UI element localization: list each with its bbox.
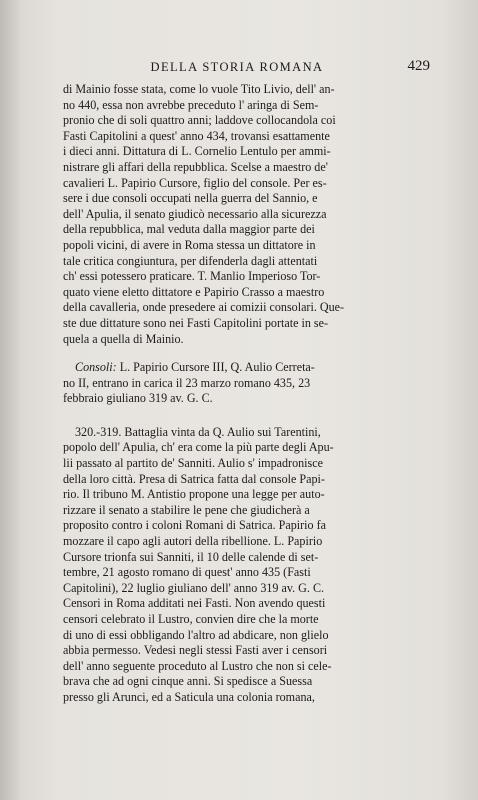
text-line: Censori in Roma additati nei Fasti. Non avendo questi (63, 596, 326, 611)
text-line: mozzare il capo agli autori della ribellione. L. Papirio (63, 534, 323, 549)
text-line: quato viene eletto dittatore e Papirio Crasso a maestro (63, 284, 325, 299)
text-line: nistrare gli affari della repubblica. Scelse a maestro de' (63, 159, 328, 174)
page-number: 429 (407, 58, 430, 74)
body-text (63, 82, 421, 706)
text-line: proposito contro i coloni Romani di Satrica. Papirio fa (63, 518, 326, 533)
text-line: ste due dittature sono nei Fasti Capitolini portate in se- (63, 315, 329, 330)
paragraph-gap (63, 347, 421, 360)
text-line: febbraio giuliano 319 av. G. C. (63, 391, 213, 406)
text-line: tembre, 21 agosto romano di quest' anno 435 (Fasti (63, 565, 311, 580)
text-line: quela a quella di Mainio. (63, 331, 184, 346)
text-line: della cavalleria, onde presedere ai comizii consolari. Que- (63, 300, 345, 315)
text-line: no II, entrano in carica il 23 marzo romano 435, 23 (63, 375, 311, 390)
text-line: della repubblica, mal veduta dalla maggior parte dei (63, 222, 315, 237)
text-line: pronio che di soli quattro anni; laddove collocandola coi (63, 113, 336, 128)
text-line: sere i due consoli occupati nella guerra del Sannio, e (63, 191, 318, 206)
text-line: brava che ad ogni cinque anni. Si spedisce a Suessa (63, 674, 313, 689)
paragraph-continuation (63, 82, 421, 347)
page-header (44, 60, 430, 80)
text-line: cavalieri L. Papirio Cursore, figlio del console. Per es- (63, 175, 327, 190)
consuls-label: Consoli: (75, 360, 117, 375)
text-line: Fasti Capitolini a quest' anno 434, trovansi esattamente (63, 128, 330, 143)
text-line: censori celebrato il Lustro, convien dire che la morte (63, 612, 319, 626)
text-line: Cursore trionfa sui Sanniti, il 10 delle calende di set- (63, 549, 319, 564)
text-line: i dieci anni. Dittatura di L. Cornelio Lentulo per ammi- (63, 144, 331, 159)
text-line: rio. Il tribuno M. Antistio propone una legge per auto- (63, 487, 325, 502)
text-line: di uno di essi obbligando l'altro ad abdicare, non glielo (63, 627, 329, 642)
text-line: presso gli Arunci, ed a Saticula una colonia romana, (63, 689, 315, 704)
text-line: popolo dell' Apulia, ch' era come la più parte degli Apu- (63, 440, 334, 455)
text-line: no 440, essa non avrebbe preceduto l' aringa di Sem- (63, 97, 319, 112)
text-line: dell' anno seguente proceduto al Lustro che non si cele- (63, 658, 332, 673)
text-line: tale critica congiuntura, per difenderla dagli attentati (63, 253, 318, 268)
running-title: DELLA STORIA ROMANA (150, 60, 324, 74)
text-line: dell' Apulia, il senato giudicò necessario alla sicurezza (63, 206, 327, 221)
consuls-names: L. Papirio Cursore III, Q. Aulio Cerreta- (116, 360, 315, 375)
text-line: 320.-319. Battaglia vinta da Q. Aulio sui Tarentini, (75, 424, 321, 439)
text-line: lii passato al partito de' Sanniti. Aulio s' impadronisce (63, 456, 323, 471)
text-line: della loro città. Presa di Satrica fatta dal console Papi- (63, 471, 325, 486)
text-line: ch' essi potessero praticare. T. Manlio Imperioso Tor- (63, 269, 321, 284)
year-paragraph (63, 425, 421, 706)
text-line: Capitolini), 22 luglio giuliano dell' anno 319 av. G. C. (63, 580, 325, 595)
text-line: rizzare il senato a stabilire le pene che giudicherà a (63, 502, 310, 517)
text-line: abbia permesso. Vedesi negli stessi Fasti aver i censori (63, 643, 328, 658)
consuls-first-line (63, 360, 421, 376)
paragraph-gap (63, 407, 421, 425)
consuls-paragraph (63, 360, 421, 407)
text-line: popoli vicini, di avere in Roma stessa un dittatore in (63, 237, 316, 252)
text-line: di Mainio fosse stata, come lo vuole Tito Livio, dell' an- (63, 82, 335, 96)
